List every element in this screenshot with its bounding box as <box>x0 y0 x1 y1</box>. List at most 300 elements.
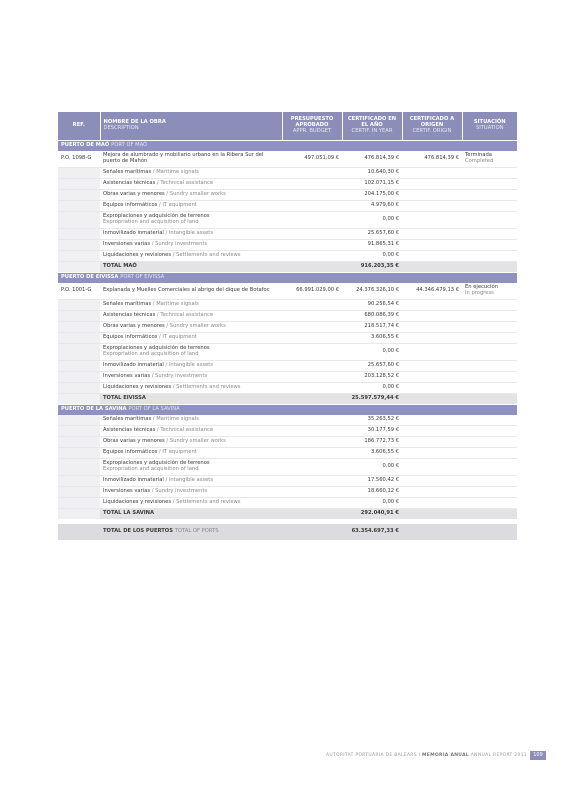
grand-total-label-es: TOTAL DE LOS PUERTOS <box>103 528 173 535</box>
item-status <box>462 212 517 229</box>
item-label-en: Sundry smaller works <box>169 191 226 198</box>
project-status <box>462 151 517 168</box>
header-cert-origin: CERTIFICADO A ORIGEN CERTIF. ORIGIN <box>402 112 462 141</box>
item-description <box>100 426 282 437</box>
item-description <box>100 311 282 322</box>
item-cert-origin <box>402 344 462 361</box>
item-cert-origin <box>402 448 462 459</box>
project-ref: P.O. 1001-G <box>58 283 100 300</box>
item-separator: / <box>157 334 163 341</box>
item-description <box>100 201 282 212</box>
table-body <box>58 141 517 541</box>
item-separator: / <box>163 477 169 484</box>
item-budget <box>282 361 342 372</box>
item-cert-origin <box>402 383 462 394</box>
item-description <box>100 448 282 459</box>
project-status <box>462 283 517 300</box>
item-label-es: Inmovilizado inmaterial <box>103 477 164 484</box>
item-row <box>58 251 517 262</box>
item-status <box>462 311 517 322</box>
item-status <box>462 179 517 190</box>
item-description <box>100 487 282 498</box>
item-separator: / <box>171 384 177 391</box>
item-label-es: Inversiones varias <box>103 373 151 380</box>
item-cert-origin <box>402 426 462 437</box>
item-budget <box>282 240 342 251</box>
item-row <box>58 190 517 201</box>
item-label-es: Expropiaciones y adquisición de terrenos <box>103 460 210 467</box>
item-row <box>58 498 517 509</box>
item-cert-year: 4.979,60 € <box>342 201 402 212</box>
item-separator: / <box>157 449 163 456</box>
item-label-en: Maritime signals <box>156 169 199 176</box>
item-cert-origin <box>402 459 462 476</box>
section-total-label: TOTAL MAÓ <box>100 262 282 273</box>
item-budget <box>282 168 342 179</box>
item-label-en: Settlements and reviews <box>176 384 241 391</box>
item-label-en: Intangible assets <box>168 362 214 369</box>
item-description <box>100 415 282 426</box>
item-ref <box>58 437 100 448</box>
item-label-es: Obras varias y menores <box>103 323 165 330</box>
item-cert-year: 0,00 € <box>342 344 402 361</box>
item-cert-year: 0,00 € <box>342 498 402 509</box>
total-cert-origin <box>402 394 462 405</box>
total-status <box>462 509 517 520</box>
item-row <box>58 229 517 240</box>
project-description: Explanada y Muelles Comerciales al abrigo del dique de Botafoc <box>100 283 282 300</box>
item-cert-year: 25.657,60 € <box>342 361 402 372</box>
item-status <box>462 383 517 394</box>
item-row <box>58 201 517 212</box>
total-cert-origin <box>402 509 462 520</box>
project-status-es: Terminada <box>465 152 492 159</box>
item-separator: / <box>164 438 170 445</box>
item-label-es: Equipos informáticos <box>103 449 158 456</box>
section-header-row <box>58 405 517 416</box>
item-ref <box>58 383 100 394</box>
header-status: SITUACIÓN SITUATION <box>462 112 517 141</box>
item-ref <box>58 229 100 240</box>
item-row <box>58 311 517 322</box>
item-separator: / <box>155 180 161 187</box>
item-cert-origin <box>402 229 462 240</box>
item-budget <box>282 448 342 459</box>
item-separator: / <box>163 362 169 369</box>
item-label-es: Expropiaciones y adquisición de terrenos <box>103 213 210 220</box>
item-cert-origin <box>402 251 462 262</box>
item-label-en: Technical assistance <box>160 427 214 434</box>
item-description <box>100 322 282 333</box>
section-total-value: 25.597.579,44 € <box>342 394 402 405</box>
item-label-es: Equipos informáticos <box>103 202 158 209</box>
grand-total-status <box>462 524 517 540</box>
item-cert-year: 3.606,55 € <box>342 448 402 459</box>
item-status <box>462 476 517 487</box>
header-ref: REF. <box>58 112 100 141</box>
item-cert-year: 18.660,12 € <box>342 487 402 498</box>
item-description <box>100 179 282 190</box>
item-budget <box>282 229 342 240</box>
item-row <box>58 448 517 459</box>
footer-org: AUTORITAT PORTUÀRIA DE BALEARS <box>326 753 417 758</box>
item-label-es: Señales marítimas <box>103 416 152 423</box>
item-status <box>462 300 517 311</box>
grand-total-budget <box>282 524 342 540</box>
item-cert-year: 0,00 € <box>342 212 402 229</box>
header-cert-year: CERTIFICADO EN EL AÑO CERTIF. IN YEAR <box>342 112 402 141</box>
grand-total-row <box>58 524 517 540</box>
item-ref <box>58 300 100 311</box>
item-description <box>100 498 282 509</box>
item-cert-origin <box>402 201 462 212</box>
project-status-en: Completed <box>465 158 494 164</box>
item-label-en: IT equipment <box>162 449 197 456</box>
item-row <box>58 322 517 333</box>
item-label-en: Sundry investments <box>155 241 208 248</box>
item-row <box>58 437 517 448</box>
item-ref <box>58 240 100 251</box>
section-header-row <box>58 273 517 284</box>
item-label-es: Señales marítimas <box>103 169 152 176</box>
item-status <box>462 201 517 212</box>
item-status <box>462 448 517 459</box>
item-row <box>58 459 517 476</box>
item-budget <box>282 251 342 262</box>
item-cert-year: 0,00 € <box>342 383 402 394</box>
item-label-en: Settlements and reviews <box>176 252 241 259</box>
item-status <box>462 322 517 333</box>
project-description: Mejora de alumbrado y mobiliario urbano en la Ribera Sur del puerto de Mahón <box>100 151 282 168</box>
section-total-label: TOTAL EIVISSA <box>100 394 282 405</box>
section-title <box>58 273 517 284</box>
item-ref <box>58 415 100 426</box>
item-separator: / <box>171 499 177 506</box>
item-budget <box>282 179 342 190</box>
item-cert-year: 0,00 € <box>342 459 402 476</box>
header-description: NOMBRE DE LA OBRA DESCRIPTION <box>100 112 282 141</box>
item-row <box>58 372 517 383</box>
item-ref <box>58 322 100 333</box>
item-ref <box>58 372 100 383</box>
project-cert-year: 476.814,39 € <box>342 151 402 168</box>
investment-table <box>58 112 517 540</box>
item-cert-origin <box>402 168 462 179</box>
grand-total-value: 63.354.697,33 € <box>342 524 402 540</box>
section-title <box>58 405 517 416</box>
item-cert-year: 3.606,55 € <box>342 333 402 344</box>
item-budget <box>282 300 342 311</box>
item-label-es: Señales marítimas <box>103 301 152 308</box>
item-separator: / <box>150 373 156 380</box>
item-row <box>58 300 517 311</box>
item-label-en: Intangible assets <box>168 230 214 237</box>
item-cert-year: 218.517,74 € <box>342 322 402 333</box>
section-total-row <box>58 509 517 520</box>
item-cert-year: 25.657,60 € <box>342 229 402 240</box>
item-ref <box>58 251 100 262</box>
item-cert-origin <box>402 437 462 448</box>
section-title-en: PORT OF MAÓ <box>111 142 148 149</box>
item-separator: / <box>151 301 157 308</box>
item-status <box>462 372 517 383</box>
item-separator: / <box>155 312 161 319</box>
item-description <box>100 168 282 179</box>
item-cert-year: 0,00 € <box>342 251 402 262</box>
item-cert-origin <box>402 498 462 509</box>
item-label-es: Liquidaciones y revisiones <box>103 499 172 506</box>
item-cert-origin <box>402 322 462 333</box>
section-title-en: PORT OF EIVISSA <box>120 274 165 281</box>
item-description <box>100 437 282 448</box>
item-cert-origin <box>402 240 462 251</box>
item-cert-origin <box>402 487 462 498</box>
item-label-en: IT equipment <box>162 334 197 341</box>
grand-total-cert-origin <box>402 524 462 540</box>
item-separator: / <box>151 416 157 423</box>
item-separator: / <box>163 230 169 237</box>
item-budget <box>282 459 342 476</box>
page-number: 109 <box>530 751 546 760</box>
item-description <box>100 361 282 372</box>
project-row <box>58 283 517 300</box>
section-header-row <box>58 141 517 152</box>
item-ref <box>58 179 100 190</box>
item-budget <box>282 426 342 437</box>
item-description <box>100 372 282 383</box>
header-budget: PRESUPUESTO APROBADO APPR. BUDGET <box>282 112 342 141</box>
item-cert-origin <box>402 190 462 201</box>
item-row <box>58 383 517 394</box>
item-separator: / <box>157 202 163 209</box>
project-cert-origin: 44.346.479,13 € <box>402 283 462 300</box>
item-label-en: Expropriation and acquisition of land <box>103 219 199 225</box>
item-ref <box>58 311 100 322</box>
table-header-row <box>58 112 517 141</box>
item-label-en: Settlements and reviews <box>176 499 241 506</box>
item-separator: / <box>150 488 156 495</box>
project-status-es: En ejecución <box>465 284 498 291</box>
item-ref <box>58 459 100 476</box>
item-ref <box>58 426 100 437</box>
item-cert-year: 680.086,39 € <box>342 311 402 322</box>
item-description <box>100 300 282 311</box>
item-description <box>100 212 282 229</box>
item-cert-year: 203.128,52 € <box>342 372 402 383</box>
grand-total-ref <box>58 524 100 540</box>
item-cert-origin <box>402 179 462 190</box>
item-status <box>462 487 517 498</box>
item-label-en: Expropriation and acquisition of land <box>103 351 199 357</box>
footer-report-title: MEMORIA ANUAL <box>422 753 470 758</box>
item-ref <box>58 448 100 459</box>
item-ref <box>58 168 100 179</box>
project-cert-year: 24.376.326,10 € <box>342 283 402 300</box>
item-ref <box>58 333 100 344</box>
item-separator: / <box>164 323 170 330</box>
item-description <box>100 333 282 344</box>
item-label-es: Obras varias y menores <box>103 438 165 445</box>
section-title <box>58 141 517 152</box>
grand-total-label-en: TOTAL OF PORTS <box>174 528 219 535</box>
item-status <box>462 498 517 509</box>
project-row <box>58 151 517 168</box>
item-description <box>100 344 282 361</box>
section-total-row <box>58 394 517 405</box>
item-separator: / <box>150 241 156 248</box>
item-cert-origin <box>402 333 462 344</box>
item-separator: / <box>151 169 157 176</box>
item-label-es: Equipos informáticos <box>103 334 158 341</box>
item-status <box>462 426 517 437</box>
item-status <box>462 459 517 476</box>
item-cert-year: 186.772,73 € <box>342 437 402 448</box>
item-separator: / <box>171 252 177 259</box>
item-budget <box>282 322 342 333</box>
total-status <box>462 262 517 273</box>
item-label-en: Sundry smaller works <box>169 323 226 330</box>
item-label-es: Obras varias y menores <box>103 191 165 198</box>
item-cert-origin <box>402 300 462 311</box>
item-label-es: Asistencias técnicas <box>103 427 156 434</box>
item-budget <box>282 476 342 487</box>
item-row <box>58 344 517 361</box>
item-row <box>58 179 517 190</box>
item-cert-year: 102.071,15 € <box>342 179 402 190</box>
item-label-en: Sundry smaller works <box>169 438 226 445</box>
item-ref <box>58 201 100 212</box>
item-budget <box>282 333 342 344</box>
item-description <box>100 476 282 487</box>
item-cert-origin <box>402 311 462 322</box>
section-title-es: PUERTO DE EIVISSA <box>61 274 119 281</box>
project-budget: 497.051,09 € <box>282 151 342 168</box>
item-label-es: Inversiones varias <box>103 241 151 248</box>
item-status <box>462 415 517 426</box>
item-label-es: Asistencias técnicas <box>103 180 156 187</box>
project-budget: 66.991.029,00 € <box>282 283 342 300</box>
item-ref <box>58 344 100 361</box>
total-ref <box>58 394 100 405</box>
project-status-en: In progress <box>465 290 494 296</box>
item-budget <box>282 383 342 394</box>
total-budget <box>282 509 342 520</box>
item-row <box>58 476 517 487</box>
item-ref <box>58 361 100 372</box>
item-label-es: Inmovilizado inmaterial <box>103 230 164 237</box>
item-row <box>58 415 517 426</box>
item-description <box>100 229 282 240</box>
item-description <box>100 459 282 476</box>
total-ref <box>58 509 100 520</box>
item-label-en: Maritime signals <box>156 416 199 423</box>
item-budget <box>282 344 342 361</box>
item-row <box>58 487 517 498</box>
item-status <box>462 229 517 240</box>
item-cert-origin <box>402 415 462 426</box>
item-label-en: Expropriation and acquisition of land <box>103 466 199 472</box>
item-budget <box>282 372 342 383</box>
item-label-es: Inmovilizado inmaterial <box>103 362 164 369</box>
item-ref <box>58 476 100 487</box>
item-status <box>462 437 517 448</box>
item-separator: / <box>164 191 170 198</box>
section-total-value: 916.203,35 € <box>342 262 402 273</box>
project-cert-origin: 476.814,39 € <box>402 151 462 168</box>
item-ref <box>58 498 100 509</box>
item-budget <box>282 487 342 498</box>
total-ref <box>58 262 100 273</box>
item-budget <box>282 201 342 212</box>
item-label-en: Technical assistance <box>160 180 214 187</box>
item-description <box>100 383 282 394</box>
item-cert-year: 35.263,52 € <box>342 415 402 426</box>
item-budget <box>282 415 342 426</box>
item-label-es: Asistencias técnicas <box>103 312 156 319</box>
total-cert-origin <box>402 262 462 273</box>
footer-separator: I <box>418 753 421 758</box>
item-cert-origin <box>402 372 462 383</box>
item-row <box>58 361 517 372</box>
item-budget <box>282 311 342 322</box>
grand-total-label <box>100 524 282 540</box>
item-status <box>462 333 517 344</box>
section-title-es: PUERTO DE LA SAVINA <box>61 406 127 413</box>
item-row <box>58 240 517 251</box>
item-row <box>58 333 517 344</box>
item-ref <box>58 190 100 201</box>
project-ref: P.O. 1098-G <box>58 151 100 168</box>
footer-report-en: ANNUAL REPORT 2011 <box>470 753 527 758</box>
item-status <box>462 240 517 251</box>
item-label-en: Intangible assets <box>168 477 214 484</box>
item-status <box>462 190 517 201</box>
item-cert-year: 17.560,42 € <box>342 476 402 487</box>
item-cert-origin <box>402 212 462 229</box>
item-label-en: Sundry investments <box>155 488 208 495</box>
item-budget <box>282 437 342 448</box>
item-label-en: IT equipment <box>162 202 197 209</box>
item-cert-year: 90.256,54 € <box>342 300 402 311</box>
item-status <box>462 344 517 361</box>
item-description <box>100 190 282 201</box>
item-label-en: Sundry investments <box>155 373 208 380</box>
total-status <box>462 394 517 405</box>
item-cert-year: 204.175,00 € <box>342 190 402 201</box>
item-label-en: Maritime signals <box>156 301 199 308</box>
item-budget <box>282 190 342 201</box>
item-row <box>58 212 517 229</box>
item-label-es: Liquidaciones y revisiones <box>103 384 172 391</box>
item-budget <box>282 212 342 229</box>
item-status <box>462 361 517 372</box>
total-budget <box>282 262 342 273</box>
item-row <box>58 168 517 179</box>
item-row <box>58 426 517 437</box>
item-status <box>462 168 517 179</box>
item-cert-origin <box>402 476 462 487</box>
total-budget <box>282 394 342 405</box>
section-total-row <box>58 262 517 273</box>
footer <box>326 753 527 758</box>
item-cert-year: 91.865,31 € <box>342 240 402 251</box>
section-title-es: PUERTO DE MAÓ <box>61 142 110 149</box>
item-budget <box>282 498 342 509</box>
item-description <box>100 240 282 251</box>
item-cert-origin <box>402 361 462 372</box>
item-label-en: Technical assistance <box>160 312 214 319</box>
section-total-label: TOTAL LA SAVINA <box>100 509 282 520</box>
